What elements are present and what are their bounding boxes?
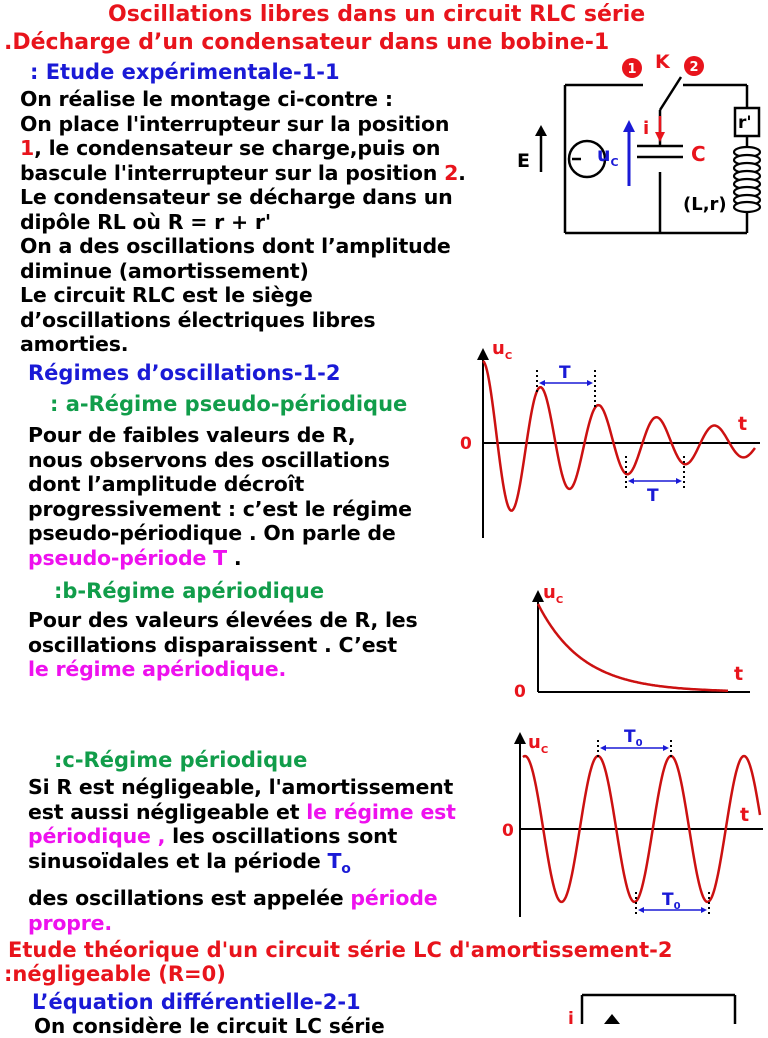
s1-line-8: diminue (amortissement) <box>20 258 309 283</box>
section1-heading: .Décharge d’un condensateur dans une bobine-1 <box>4 30 610 55</box>
s1-line-5: Le condensateur se décharge dans un <box>20 185 453 209</box>
regime-b-heading: :b-Régime apériodique <box>54 579 325 603</box>
s1-line-10: d’oscillations électriques libres <box>20 307 376 332</box>
s1-line-6: dipôle RL où R = r + r' <box>20 209 271 234</box>
svg-text:T0: $T_0$ <box>662 890 681 912</box>
switch-pos2-label: 2 <box>689 60 699 75</box>
graph-b-t-label: t <box>734 663 744 685</box>
graph-a-zero-label: 0 <box>460 434 472 454</box>
current-arrow <box>655 116 665 142</box>
graph-a-uc-label: $u_C$ <box>492 338 513 362</box>
graph-c-zero-label: 0 <box>502 821 514 841</box>
circuit-uc-label: $u_C$ <box>597 144 619 169</box>
svg-text:T: T <box>647 486 659 506</box>
switch-k-label: K <box>655 51 670 73</box>
section2-sub: L’équation différentielle-2-1 <box>32 990 361 1014</box>
s1-line-1: On réalise le montage ci-contre : <box>20 87 393 111</box>
regime-b-paragraph: Pour des valeurs élevées de R, les oscillations disparaissent . C’est le régime apériodique. <box>28 608 418 681</box>
graph-c-uc-label: $u_C$ <box>528 732 549 756</box>
graph-a-t-label: t <box>738 413 748 435</box>
source-e-label: E <box>517 150 530 172</box>
section2-partial-line: On considère le circuit LC série <box>34 1014 385 1038</box>
svg-text:T: T <box>559 363 571 383</box>
pseudo-periodic-graph <box>455 338 765 548</box>
resistor-r-label: r' <box>738 113 752 133</box>
aperiodic-highlight: le régime apériodique. <box>28 657 287 681</box>
aperiodic-curve <box>538 604 728 691</box>
pos1-number: 1 <box>20 136 35 160</box>
inductor-coil <box>734 147 760 212</box>
regimes-heading: Régimes d’oscillations-1-2 <box>28 361 341 385</box>
s1-line-9: Le circuit RLC est le siège <box>20 283 313 307</box>
t0-symbol: $T_o$ <box>327 848 351 877</box>
lc-circuit-partial <box>560 990 760 1029</box>
graph-b-uc-label: $u_C$ <box>543 582 564 606</box>
period-marker-top <box>537 363 595 408</box>
regime-a-heading: : a-Régime pseudo-périodique <box>50 392 408 416</box>
uc-arrow <box>623 120 635 186</box>
switch-pos1-label: 1 <box>627 62 637 77</box>
section2-heading-line1: Etude théorique d'un circuit série LC d'amortissement-2 <box>8 938 673 962</box>
s1-line-11: amorties. <box>20 332 129 356</box>
inductor-lr-label: (L,r) <box>683 194 727 215</box>
pseudo-period-highlight: pseudo-période T <box>28 545 227 570</box>
regime-c-paragraph: Si R est négligeable, l'amortissement est aussi négligeable et le régime est périodique , les oscillations sont sinusoïdales et la période $T_o$ des oscillations est appelée période propre. <box>28 775 456 935</box>
circuit-i-label: i <box>643 118 650 139</box>
graph-b-zero-label: 0 <box>514 682 526 702</box>
capacitor-c-label: C <box>691 142 706 166</box>
s1-line-4: bascule l'interrupteur sur la position 2. <box>20 160 466 185</box>
s1-line-7: On a des oscillations dont l’amplitude <box>20 234 451 258</box>
section1-paragraph <box>20 87 466 357</box>
aperiodic-graph <box>510 580 760 705</box>
section1-sub: : Etude expérimentale-1-1 <box>30 60 340 84</box>
s1-line-2: On place l'interrupteur sur la position <box>20 111 450 136</box>
section2-heading-line2: :négligeable (R=0) <box>4 962 226 986</box>
svg-text:i: i <box>568 1009 574 1029</box>
pseudo-periodic-curve <box>483 361 755 511</box>
svg-text:T0: $T_0$ <box>624 727 643 749</box>
regime-c-heading: :c-Régime périodique <box>54 748 308 772</box>
graph-c-t-label: t <box>740 804 750 826</box>
e-arrow <box>535 125 547 172</box>
t0-marker-top <box>598 727 671 760</box>
periodic-graph <box>498 722 766 927</box>
pos2-number: 2 <box>444 160 459 185</box>
page-title: Oscillations libres dans un circuit RLC série <box>108 2 646 27</box>
t0-marker-bottom <box>636 890 709 917</box>
rlc-circuit-diagram <box>505 50 765 240</box>
regime-a-paragraph: Pour de faibles valeurs de R, nous observons des oscillations dont l’amplitude décroît progressivement : c’est le régime pseudo-périodique . On parle de pseudo-période T . <box>28 423 412 570</box>
s1-line-3: 1, le condensateur se charge,puis on <box>20 136 441 160</box>
